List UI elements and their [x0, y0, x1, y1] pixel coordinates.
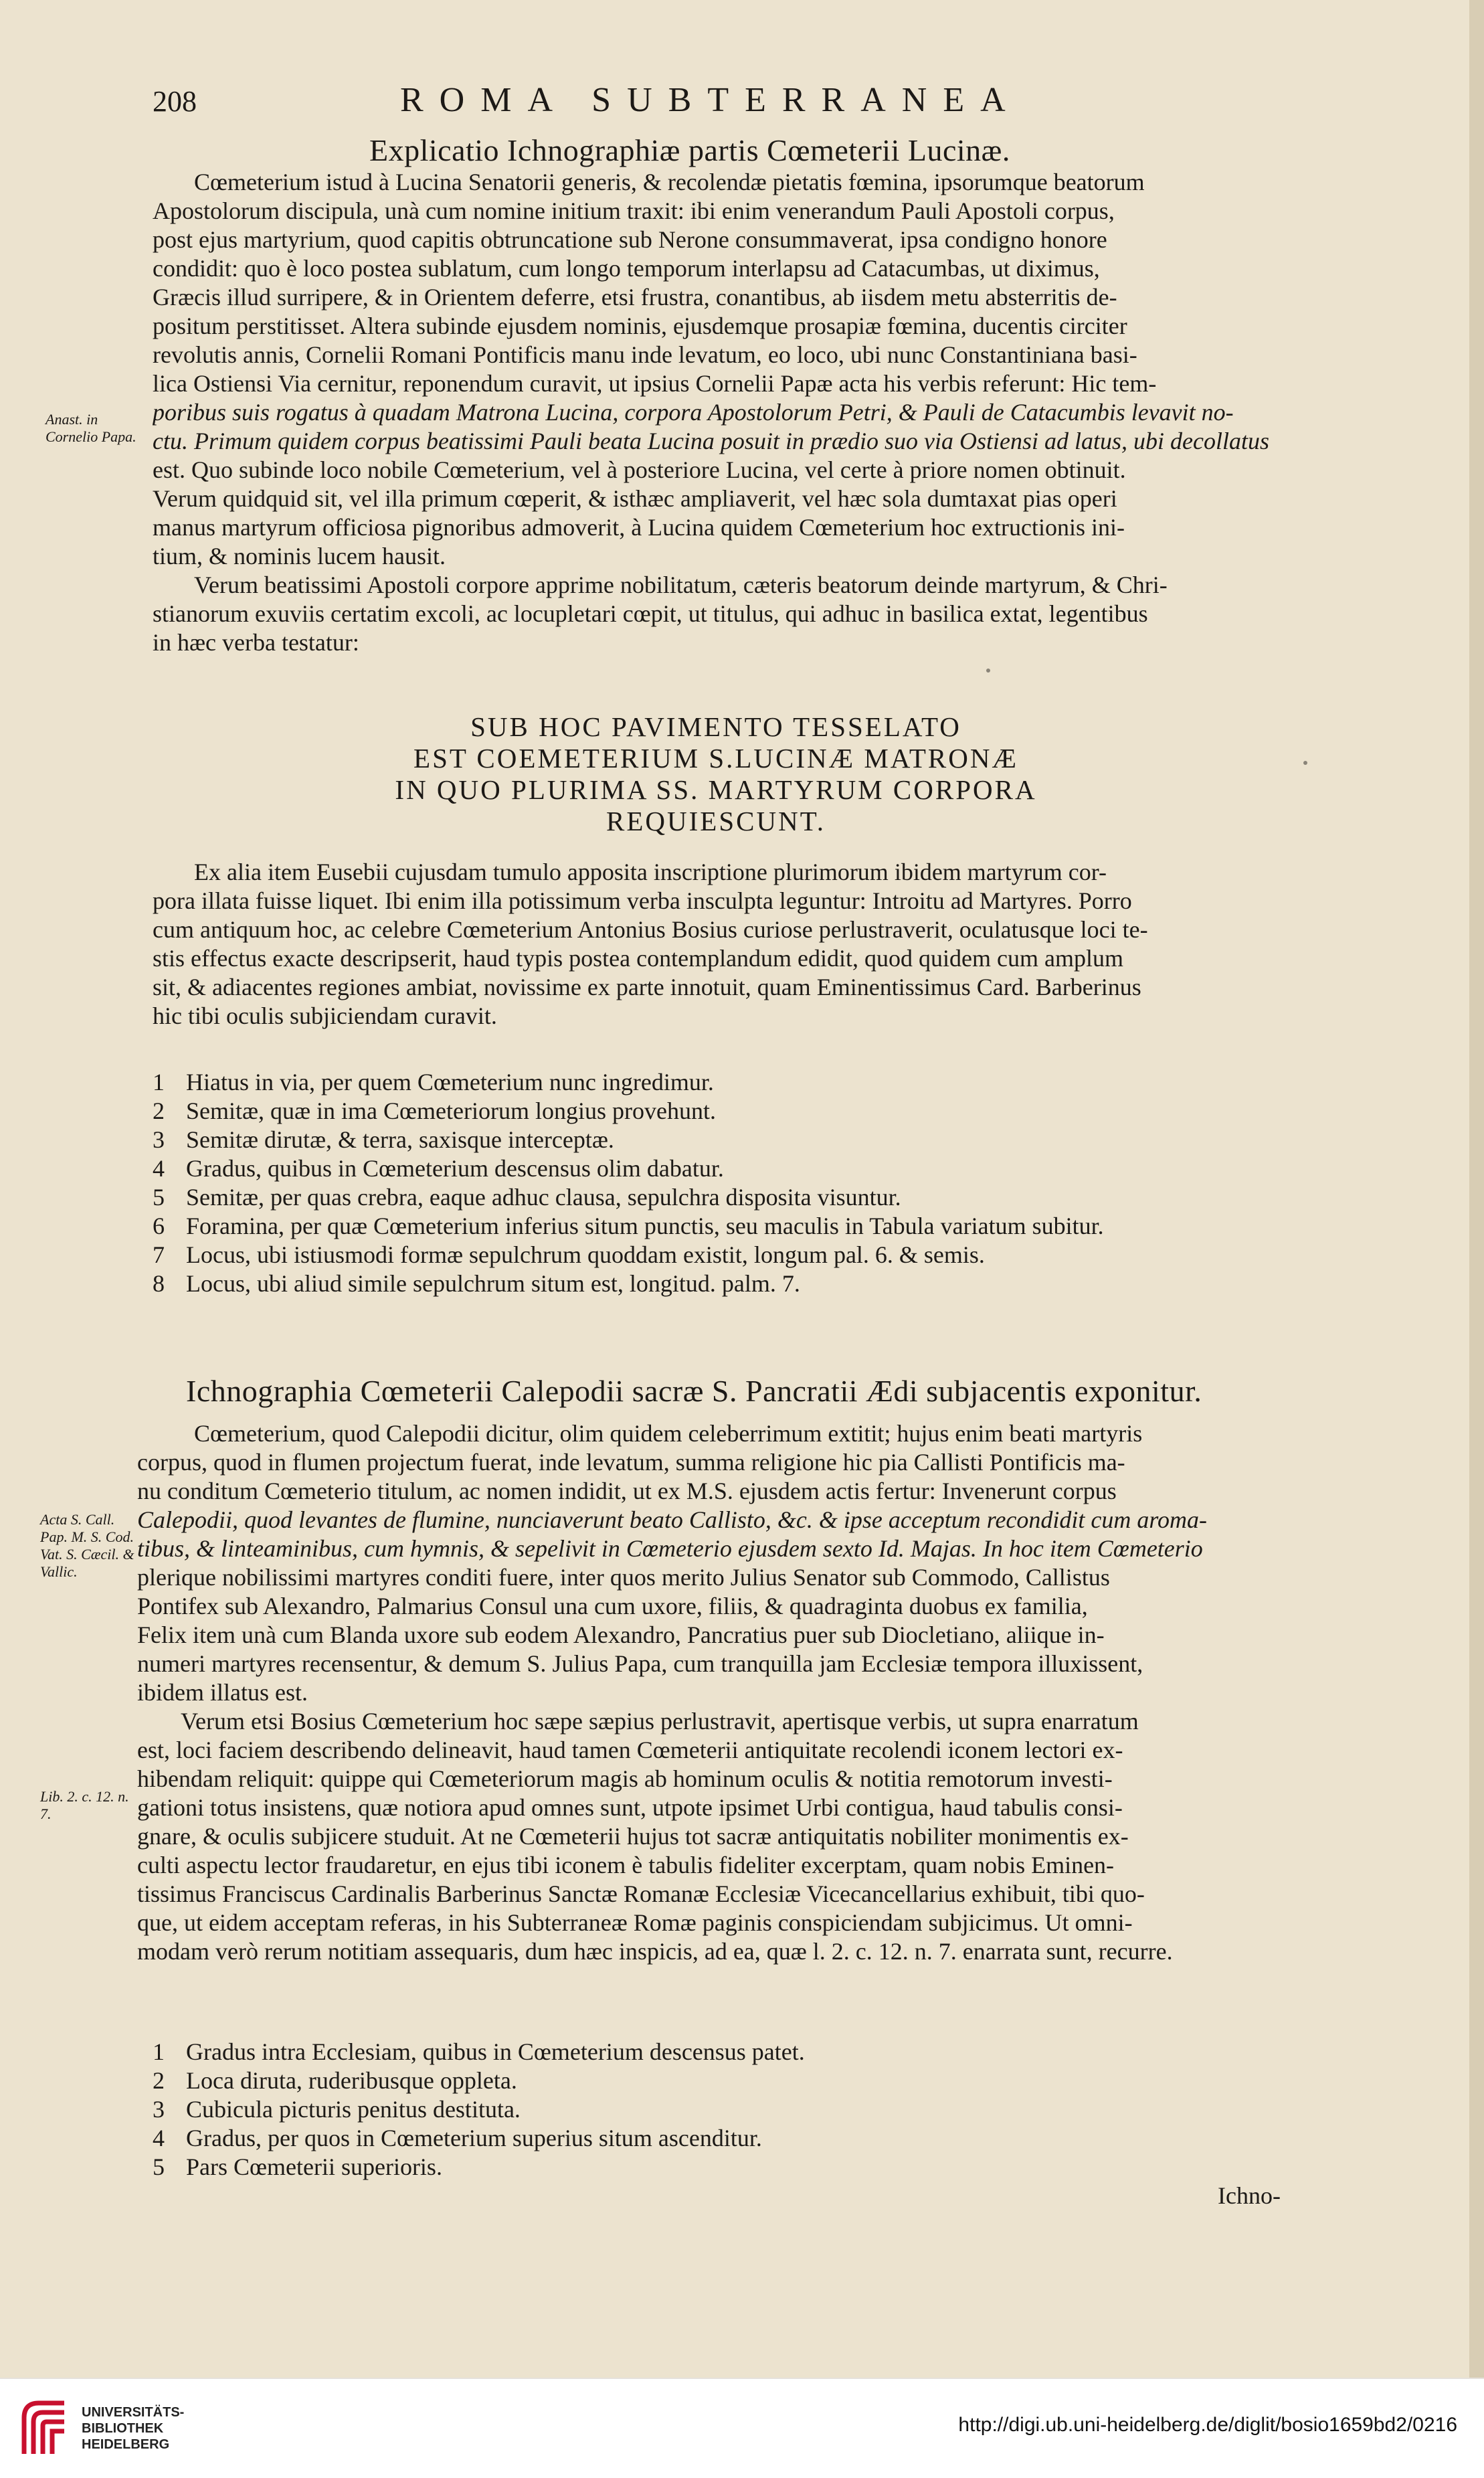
list-text: Gradus, quibus in Cœmeterium descensus olim dabatur. [186, 1155, 724, 1182]
text-line: Verum quidquid sit, vel illa primum cœperit, & isthæc ampliaverit, vel hæc sola dumtaxat pias operi [153, 485, 1117, 512]
list-text: Locus, ubi aliud simile sepulchrum situm est, longitud. palm. 7. [186, 1270, 800, 1297]
logo-stroke [52, 2431, 64, 2454]
text-line: plerique nobilissimi martyres conditi fuere, inter quos merito Julius Senator sub Commodo, Callistus [137, 1564, 1110, 1591]
text-line: pora illata fuisse liquet. Ibi enim illa potissimum verba insculpta leguntur: Introitu ad Martyres. Porro [153, 887, 1132, 914]
text-line: revolutis annis, Cornelii Romani Pontificis manu inde levatum, eo loco, ubi nunc Constantiniana basi- [153, 341, 1137, 368]
list-number: 5 [153, 1184, 165, 1211]
list-number: 1 [153, 2038, 165, 2065]
text-line: manus martyrum officiosa pignoribus admoverit, à Lucina quidem Cœmeterium hoc extructionis ini- [153, 514, 1125, 541]
list-item [153, 2153, 442, 2180]
text-line: gationi totus insistens, quæ notiora apud omnes sunt, utpote ipsimet Urbi contigua, haud tabulis consi- [137, 1794, 1123, 1821]
text-line: stianorum exuviis certatim excoli, ac locupletari cœpit, ut titulus, qui adhuc in basilica extat, legentibus [153, 600, 1148, 627]
margin-note-lib: Lib. 2. c. 12. n. 7. [40, 1788, 129, 1822]
text-line: culti aspectu lector fraudaretur, en ejus tibi iconem è tabulis fideliter excerptam, quam nobis Eminen- [137, 1852, 1115, 1878]
page-number: 208 [153, 85, 197, 118]
list-item [153, 2038, 805, 2065]
text-line: Pontifex sub Alexandro, Palmarius Consul una cum uxore, filiis, & quadraginta duobus ex familia, [137, 1593, 1088, 1619]
list-item [153, 1155, 724, 1182]
list-number: 4 [153, 2125, 165, 2151]
text-line: in hæc verba testatur: [153, 629, 359, 656]
list-text: Locus, ubi istiusmodi formæ sepulchrum quoddam existit, longum pal. 6. & semis. [186, 1241, 985, 1268]
text-line: Cœmeterium istud à Lucina Senatorii generis, & recolendæ pietatis fœmina, ipsorumque beatorum [194, 169, 1145, 195]
list-item [153, 1241, 985, 1268]
list-item [153, 1184, 901, 1211]
text-line: stis effectus exacte descripserit, haud typis postea contemplandum edidit, quod quidem cum amplum [153, 945, 1123, 972]
list-text: Foramina, per quæ Cœmeterium inferius situm punctis, seu maculis in Tabula variatum subitur. [186, 1213, 1104, 1239]
text-line: Verum beatissimi Apostoli corpore apprime nobilitatum, cæteris beatorum deinde martyrum, & Chri- [194, 571, 1168, 598]
permalink-url[interactable]: http://digi.ub.uni-heidelberg.de/diglit/bosio1659bd2/0216 [958, 2414, 1457, 2436]
list-text: Semitæ, quæ in ima Cœmeteriorum longius provehunt. [186, 1097, 716, 1124]
text-line: est. Quo subinde loco nobile Cœmeterium, vel à posteriore Lucina, vel certe à priore nomen obtinuit. [153, 456, 1126, 483]
list-item [153, 2096, 521, 2123]
inscription-line: EST COEMETERIUM S.LUCINÆ MATRONÆ [413, 743, 1018, 774]
text-line: nu conditum Cœmeterio titulum, ac nomen indidit, ut ex M.S. ejusdem actis fertur: Invenerunt corpus [137, 1478, 1117, 1504]
text-line: tium, & nominis lucem hausit. [153, 543, 446, 569]
paper-spot [986, 669, 990, 673]
library-name-line: HEIDELBERG [82, 2437, 170, 2452]
text-line: post ejus martyrium, quod capitis obtruncatione sub Nerone consummaverat, ipsa condigno honore [153, 226, 1107, 253]
list-number: 7 [153, 1241, 165, 1268]
list-text: Loca diruta, ruderibusque oppleta. [186, 2067, 517, 2094]
inscription-line: SUB HOC PAVIMENTO TESSELATO [470, 711, 961, 742]
text-line: Felix item unà cum Blanda uxore sub eodem Alexandro, Pancratius puer sub Diocletiano, aliique in- [137, 1621, 1105, 1648]
text-line: lica Ostiensi Via cernitur, reponendum curavit, ut ipsius Cornelii Papæ acta his verbis referunt: Hic tem- [153, 370, 1157, 397]
heidelberg-library-logo-icon [19, 2398, 70, 2459]
text-line: condidit: quo è loco postea sublatum, cum longo temporum interlapsu ad Catacumbas, ut diximus, [153, 255, 1100, 282]
text-line-quote: poribus suis rogatus à quadam Matrona Lucina, corpora Apostolorum Petri, & Pauli de Catacumbis levavit no- [153, 399, 1234, 426]
library-name-line: UNIVERSITÄTS- [82, 2405, 185, 2420]
text-line-quote: tibus, & linteaminibus, cum hymnis, & sepelivit in Cœmeterio ejusdem sexto Id. Majas. In hoc item Cœmeterio [137, 1535, 1203, 1562]
logo-strokes [24, 2403, 64, 2454]
list-text: Gradus, per quos in Cœmeterium superius situm ascenditur. [186, 2125, 762, 2151]
section-heading-lucina: Explicatio Ichnographiæ partis Cœmeterii Lucinæ. [369, 133, 1010, 167]
paper-spot [1303, 761, 1307, 765]
text-line: Græcis illud surripere, & in Orientem deferre, etsi frustra, conantibus, ab iisdem metu absterritis de- [153, 284, 1117, 311]
text-line: que, ut eidem acceptam referas, in his Subterraneæ Romæ paginis conspiciendam subjicimus. Ut omni- [137, 1909, 1133, 1936]
list-item [153, 1270, 800, 1297]
margin-note-anastasius: Anast. in Cornelio Papa. [45, 411, 136, 445]
margin-note-acta: Acta S. Call. Pap. M. S. Cod. Vat. S. Cæcil. & Vallic. [40, 1511, 134, 1580]
text-line: gnare, & oculis subjicere studuit. At ne Cœmeterii hujus tot sacræ antiquitatis nobiliter monimentis ex- [137, 1823, 1129, 1850]
list-item [153, 2125, 762, 2151]
list-number: 5 [153, 2153, 165, 2180]
text-line: est, loci faciem describendo delineavit, haud tamen Cœmeterii antiquitate recolendi iconem lectori ex- [137, 1737, 1123, 1763]
list-item [153, 2067, 517, 2094]
list-item [153, 1126, 614, 1153]
list-text: Pars Cœmeterii superioris. [186, 2153, 442, 2180]
inscription-line: REQUIESCUNT. [606, 806, 826, 836]
library-name [82, 2404, 184, 2453]
list-item [153, 1213, 1104, 1239]
list-number: 1 [153, 1069, 165, 1095]
list-text: Gradus intra Ecclesiam, quibus in Cœmeterium descensus patet. [186, 2038, 805, 2065]
text-line: sit, & adiacentes regiones ambiat, novissime ex parte innotuit, quam Eminentissimus Card. Barberinus [153, 974, 1141, 1000]
inscription-line: IN QUO PLURIMA SS. MARTYRUM CORPORA [395, 774, 1037, 805]
text-line: corpus, quod in flumen projectum fuerat, inde levatum, summa religione hic pia Callisti Pontificis ma- [137, 1449, 1125, 1476]
text-line: numeri martyres recensentur, & demum S. Julius Papa, cum tranquilla jam Ecclesiæ tempora illuxissent, [137, 1650, 1143, 1677]
list-number: 3 [153, 1126, 165, 1153]
list-item [153, 1069, 714, 1095]
list-number: 2 [153, 2067, 165, 2094]
list-number: 3 [153, 2096, 165, 2123]
list-text: Cubicula picturis penitus destituta. [186, 2096, 521, 2123]
page-edge [1469, 0, 1484, 2477]
library-name-line: BIBLIOTHEK [82, 2421, 164, 2436]
section-heading-calepodius: Ichnographia Cœmeterii Calepodii sacræ S. Pancratii Ædi subjacentis exponitur. [186, 1374, 1202, 1408]
list-number: 2 [153, 1097, 165, 1124]
list-item [153, 1097, 716, 1124]
list-number: 8 [153, 1270, 165, 1297]
list-text: Semitæ, per quas crebra, eaque adhuc clausa, sepulchra disposita visuntur. [186, 1184, 901, 1211]
text-line-quote: Calepodii, quod levantes de flumine, nunciaverunt beato Callisto, &c. & ipse acceptum recondidit cum aroma- [137, 1506, 1208, 1533]
text-line: cum antiquum hoc, ac celebre Cœmeterium Antonius Bosius curiose perlustraverit, oculatusque loci te- [153, 916, 1148, 943]
text-line-quote: ctu. Primum quidem corpus beatissimi Pauli beata Lucina posuit in prædio suo via Ostiensi ad latus, ubi decollatus [153, 428, 1269, 454]
text-line: Apostolorum discipula, unà cum nomine initium traxit: ibi enim venerandum Pauli Apostoli corpus, [153, 197, 1115, 224]
catchword: Ichno- [1218, 2182, 1281, 2209]
text-line: Cœmeterium, quod Calepodii dicitur, olim quidem celeberrimum extitit; hujus enim beati martyris [194, 1420, 1143, 1447]
list-number: 4 [153, 1155, 165, 1182]
list-number: 6 [153, 1213, 165, 1239]
list-text: Hiatus in via, per quem Cœmeterium nunc ingredimur. [186, 1069, 714, 1095]
text-line: Ex alia item Eusebii cujusdam tumulo apposita inscriptione plurimorum ibidem martyrum cor- [194, 859, 1107, 885]
text-line: hic tibi oculis subjiciendam curavit. [153, 1002, 497, 1029]
text-line: modam verò rerum notitiam assequaris, dum hæc inspicis, ad ea, quæ l. 2. c. 12. n. 7. enarrata sunt, recurre. [137, 1938, 1173, 1965]
text-line: positum perstitisset. Altera subinde ejusdem nominis, ejusdemque prosapiæ fœmina, ducentis circiter [153, 313, 1127, 339]
text-line: Verum etsi Bosius Cœmeterium hoc sæpe sæpius perlustravit, apertisque verbis, ut supra enarratum [181, 1708, 1139, 1735]
running-title: ROMA SUBTERRANEA [400, 81, 1022, 119]
text-line: ibidem illatus est. [137, 1679, 308, 1706]
running-header [153, 80, 1357, 127]
list-text: Semitæ dirutæ, & terra, saxisque interceptæ. [186, 1126, 614, 1153]
text-line: tissimus Franciscus Cardinalis Barberinus Sanctæ Romanæ Ecclesiæ Vicecancellarius exhibuit, tibi quo- [137, 1880, 1145, 1907]
viewer-footer [0, 2378, 1484, 2478]
text-line: hibendam reliquit: quippe qui Cœmeteriorum magis ab hominum oculis & notitia remotorum investi- [137, 1765, 1113, 1792]
